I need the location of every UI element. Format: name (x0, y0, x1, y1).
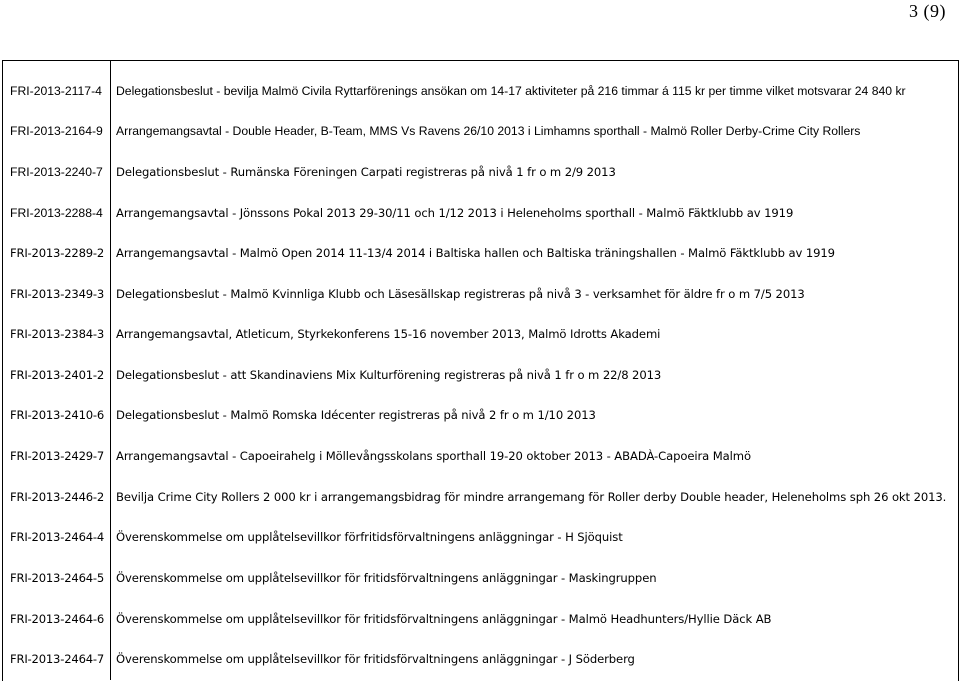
table-row (2, 60, 957, 100)
case-description: Överenskommelse om upplåtelsevillkor för fritidsförvaltningens anläggningar - Maskingruppen (116, 571, 657, 585)
case-number: FRI-2013-2117-4 (10, 84, 102, 98)
table-row (2, 222, 957, 262)
case-description: Delegationsbeslut - att Skandinaviens Mix Kulturförening registreras på nivå 1 fr o m 22/8 2013 (116, 368, 662, 382)
table-row (2, 344, 957, 384)
case-description: Delegationsbeslut - Rumänska Föreningen Carpati registreras på nivå 1 fr o m 2/9 2013 (116, 165, 616, 179)
case-number: FRI-2013-2401-2 (10, 368, 105, 382)
case-number: FRI-2013-2384-3 (10, 327, 105, 341)
case-number: FRI-2013-2429-7 (10, 449, 105, 463)
case-description: Delegationsbeslut - bevilja Malmö Civila Ryttarförenings ansökan om 14-17 aktiviteter på 216 timmar á 115 kr per timme vilket motsvarar 24 840 kr (116, 84, 906, 98)
table-row (2, 182, 957, 222)
case-description: Överenskommelse om upplåtelsevillkor för fritidsförvaltningens anläggningar - Malmö Headhunters/Hyllie Däck AB (116, 612, 772, 626)
table-row (2, 628, 957, 668)
case-number: FRI-2013-2164-9 (10, 124, 103, 138)
case-description: Överenskommelse om upplåtelsevillkor förfritidsförvaltningens anläggningar - H Sjöquist (116, 530, 623, 544)
table-row (2, 466, 957, 506)
case-number: FRI-2013-2410-6 (10, 408, 105, 422)
case-number: FRI-2013-2464-5 (10, 571, 105, 585)
case-description: Arrangemangsavtal - Jönssons Pokal 2013 29-30/11 och 1/12 2013 i Heleneholms sporthall - Malmö Fäktklubb av 1919 (116, 206, 794, 220)
page-number: 3 (9) (909, 1, 946, 21)
table-row (2, 425, 957, 465)
table-row (2, 263, 957, 303)
case-description: Bevilja Crime City Rollers 2 000 kr i arrangemangsbidrag för mindre arrangemang för Roller derby Double header, Heleneholms sph 26 okt 2013. (116, 490, 947, 504)
table-row (2, 303, 957, 343)
table-row (2, 100, 957, 140)
table-row (2, 141, 957, 181)
case-description: Arrangemangsavtal - Malmö Open 2014 11-13/4 2014 i Baltiska hallen och Baltiska träningshallen - Malmö Fäktklubb av 1919 (116, 246, 835, 260)
table-row (2, 384, 957, 424)
case-description: Delegationsbeslut - Malmö Romska Idécenter registreras på nivå 2 fr o m 1/10 2013 (116, 408, 596, 422)
case-number: FRI-2013-2240-7 (10, 165, 103, 179)
case-description: Delegationsbeslut - Malmö Kvinnliga Klubb och Läsesällskap registreras på nivå 3 - verksamhet för äldre fr o m 7/5 2013 (116, 287, 805, 301)
table-row (2, 588, 957, 628)
table-row (2, 547, 957, 587)
case-number: FRI-2013-2349-3 (10, 287, 105, 301)
case-description: Arrangemangsavtal, Atleticum, Styrkekonferens 15-16 november 2013, Malmö Idrotts Akademi (116, 327, 661, 341)
case-description: Arrangemangsavtal - Double Header, B-Team, MMS Vs Ravens 26/10 2013 i Limhamns sporthall - Malmö Roller Derby-Crime City Rollers (116, 124, 861, 138)
case-description: Överenskommelse om upplåtelsevillkor för fritidsförvaltningens anläggningar - J Söderberg (116, 652, 635, 666)
case-description: Arrangemangsavtal - Capoeirahelg i Möllevångsskolans sporthall 19-20 oktober 2013 - ABADÀ-Capoeira Malmö (116, 449, 751, 463)
case-number: FRI-2013-2289-2 (10, 246, 105, 260)
table-row (2, 506, 957, 546)
case-number: FRI-2013-2464-7 (10, 652, 105, 666)
case-number: FRI-2013-2288-4 (10, 206, 103, 220)
case-number: FRI-2013-2464-6 (10, 612, 105, 626)
case-number: FRI-2013-2446-2 (10, 490, 105, 504)
case-number: FRI-2013-2464-4 (10, 530, 105, 544)
